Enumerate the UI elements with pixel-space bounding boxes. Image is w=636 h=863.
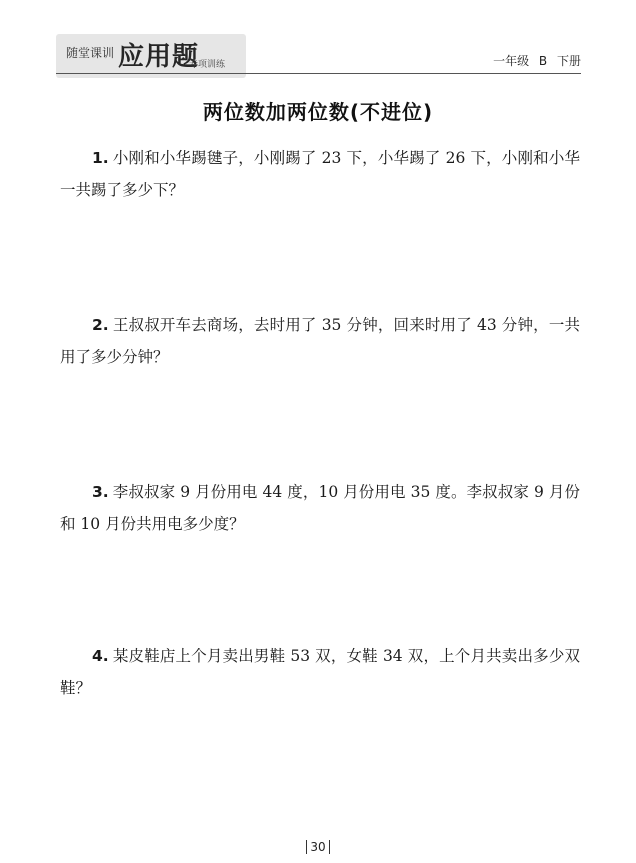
header-divider [56, 73, 581, 74]
problem-number: 1. [92, 149, 109, 167]
problem-number: 3. [92, 483, 109, 501]
problem-3 [60, 476, 580, 540]
series-small-text: 随堂课训 [66, 46, 115, 60]
volume-label: 下册 [556, 54, 581, 68]
problem-text: 李叔叔家 9 月份用电 44 度，10 月份用电 35 度。李叔叔家 9 月份和 10 月份共用电多少度？ [60, 483, 580, 533]
problem-4 [60, 640, 580, 704]
grade-info [493, 52, 581, 69]
series-sub-text: 专项训练 [189, 60, 226, 70]
problem-1 [60, 142, 580, 206]
problem-number: 4. [92, 647, 109, 665]
problem-2 [60, 309, 580, 373]
problem-text: 王叔叔开车去商场，去时用了 35 分钟，回来时用了 43 分钟，一共用了多少分钟？ [60, 316, 580, 366]
problem-number: 2. [92, 316, 109, 334]
edition-label: B [538, 54, 548, 68]
problem-text: 某皮鞋店上个月卖出男鞋 53 双，女鞋 34 双，上个月共卖出多少双鞋？ [60, 647, 580, 697]
series-logo [56, 34, 246, 78]
series-main-text: 应用题 [118, 42, 200, 72]
page-title: 两位数加两位数(不进位) [202, 100, 434, 124]
grade-label: 一年级 [493, 54, 530, 68]
problem-text: 小刚和小华踢毽子，小刚踢了 23 下，小华踢了 26 下，小刚和小华一共踢了多少下？ [60, 149, 580, 199]
page-number [0, 840, 636, 854]
page-number-value: 30 [306, 840, 329, 854]
